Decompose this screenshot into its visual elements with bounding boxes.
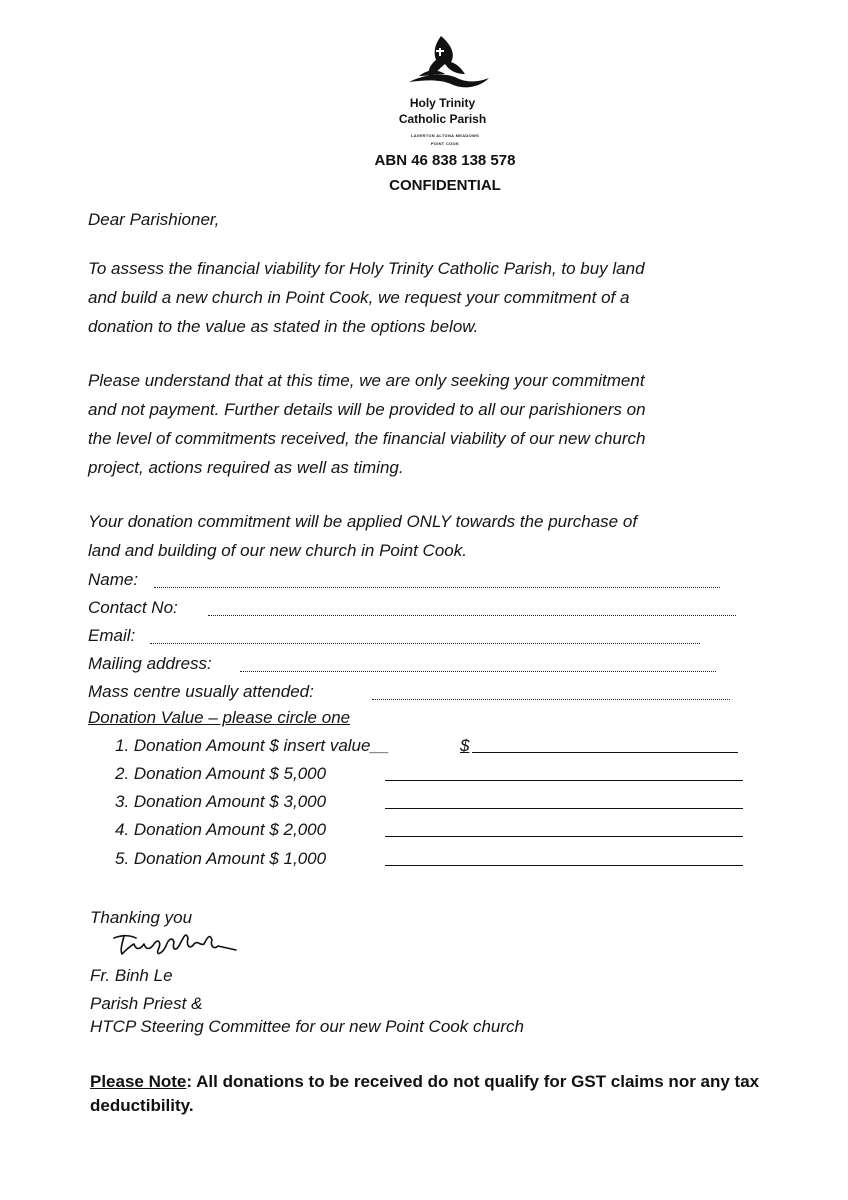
parish-places-line2: POINT COOK — [430, 141, 460, 146]
greeting: Dear Parishioner, — [88, 210, 220, 229]
donation-option-4[interactable]: 4. Donation Amount $ 2,000 — [115, 820, 327, 839]
priest-role: Parish Priest & — [90, 994, 203, 1013]
parish-name-line1: Holy Trinity — [409, 96, 476, 110]
para1-line1: To assess the financial viability for Holy Trinity Catholic Parish, to buy land — [88, 259, 645, 278]
please-note-label: Please Note — [90, 1072, 187, 1091]
donation-option-1[interactable]: 1. Donation Amount $ insert value__ — [115, 736, 390, 755]
donation-option-2[interactable]: 2. Donation Amount $ 5,000 — [115, 764, 327, 783]
email-label: Email: — [88, 626, 136, 645]
para2-line4: project, actions required as well as timing. — [88, 458, 404, 477]
steering-committee: HTCP Steering Committee for our new Point Cook church — [90, 1017, 524, 1036]
confidential-label: CONFIDENTIAL — [389, 177, 501, 194]
mass-centre-field[interactable] — [372, 699, 730, 700]
abn-number: ABN 46 838 138 578 — [374, 152, 516, 169]
para2-line1: Please understand that at this time, we are only seeking your commitment — [88, 371, 645, 390]
signature-icon — [110, 928, 240, 962]
name-field[interactable] — [154, 587, 720, 588]
para2-line2: and not payment. Further details will be provided to all our parishioners on — [88, 400, 646, 419]
donation-option-2-line — [385, 780, 743, 781]
para3-line2: land and building of our new church in Point Cook. — [88, 541, 467, 560]
name-label: Name: — [88, 570, 139, 589]
para1-line2: and build a new church in Point Cook, we request your commitment of a — [88, 288, 630, 307]
contact-label: Contact No: — [88, 598, 178, 617]
donation-option-4-line — [385, 836, 743, 837]
priest-name: Fr. Binh Le — [90, 966, 173, 985]
donation-option-1-line[interactable] — [472, 752, 738, 753]
thanking-you: Thanking you — [90, 908, 193, 927]
donation-option-1-dollar: $ — [460, 736, 470, 755]
donation-option-3[interactable]: 3. Donation Amount $ 3,000 — [115, 792, 327, 811]
para2-line3: the level of commitments received, the financial viability of our new church — [88, 429, 646, 448]
para1-line3: donation to the value as stated in the options below. — [88, 317, 479, 336]
donation-option-5-line — [385, 865, 743, 866]
para3-line1: Your donation commitment will be applied ONLY towards the purchase of — [88, 512, 638, 531]
contact-field[interactable] — [208, 615, 736, 616]
donation-option-5[interactable]: 5. Donation Amount $ 1,000 — [115, 849, 327, 868]
please-note — [90, 1070, 830, 1118]
donation-option-3-line — [385, 808, 743, 809]
parish-logo-icon — [405, 34, 491, 90]
email-field[interactable] — [150, 643, 700, 644]
please-note-text: : All donations to be received do not qualify for GST claims nor any tax deductibility. — [90, 1072, 760, 1115]
parish-places-line1: LAVERTON ALTONA MEADOWS — [410, 133, 480, 138]
mailing-field[interactable] — [240, 671, 716, 672]
donation-heading: Donation Value – please circle one — [88, 708, 351, 727]
parish-name-line2: Catholic Parish — [398, 112, 487, 126]
mailing-label: Mailing address: — [88, 654, 212, 673]
mass-centre-label: Mass centre usually attended: — [88, 682, 314, 701]
